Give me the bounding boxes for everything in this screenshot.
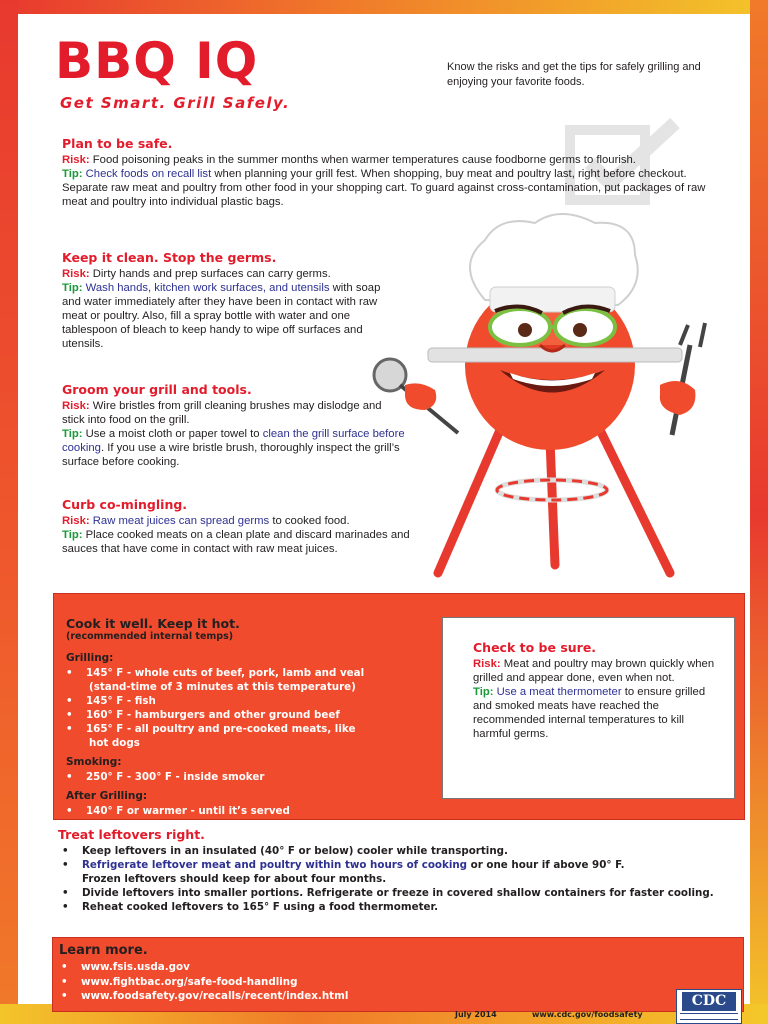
list-item: • Refrigerate leftover meat and poultry within two hours of cooking or one hour if above 90° F. Frozen leftovers should keep for about four months.	[58, 858, 738, 886]
tip-text: . If you use a wire bristle brush, thoroughly inspect the grill’s surface before cooking.	[62, 442, 400, 468]
learn-heading: Learn more.	[59, 943, 148, 958]
tip-label: Tip:	[62, 168, 83, 180]
footer-url[interactable]: www.cdc.gov/foodsafety	[532, 1010, 643, 1019]
recall-list-link[interactable]: Check foods on recall list	[85, 168, 212, 180]
wash-hands-link[interactable]: Wash hands, kitchen work surfaces, and utensils	[85, 282, 330, 294]
left-border	[0, 0, 18, 1024]
risk-label: Risk:	[62, 154, 90, 166]
section-heading: Plan to be safe.	[62, 136, 173, 151]
risk-text: to cooked food.	[272, 515, 350, 527]
section-heading: Check to be sure.	[473, 640, 597, 655]
learn-more-panel	[52, 937, 744, 1012]
risk-label: Risk:	[62, 268, 90, 280]
cdc-logo-text: CDC	[682, 992, 736, 1011]
tip-label: Tip:	[62, 428, 83, 440]
top-border	[0, 0, 768, 14]
check-panel	[442, 617, 735, 799]
tip-label: Tip:	[62, 282, 83, 294]
risk-label: Risk:	[473, 658, 501, 670]
risk-label: Risk:	[62, 400, 90, 412]
section-heading: Treat leftovers right.	[58, 827, 205, 842]
list-item: • 140° F or warmer - until it’s served	[66, 804, 364, 818]
temps-heading: Cook it well. Keep it hot.	[66, 616, 240, 631]
section-heading: Curb co-mingling.	[62, 497, 188, 512]
risk-text: Food poisoning peaks in the summer months when warmer temperatures cause foodborne germs to flourish.	[92, 154, 636, 166]
clean-grill-link[interactable]: clean the grill surface before cooking	[62, 428, 405, 454]
tip-label: Tip:	[62, 529, 83, 541]
risk-label: Risk:	[62, 515, 90, 527]
smoking-label: Smoking:	[66, 756, 122, 768]
list-item: • 160° F - hamburgers and other ground beef	[66, 708, 364, 722]
tip-label: Tip:	[473, 686, 494, 698]
risk-text: Dirty hands and prep surfaces can carry germs.	[92, 268, 331, 280]
list-item: • Keep leftovers in an insulated (40° F or below) cooler while transporting.	[58, 844, 738, 858]
section-heading: Keep it clean. Stop the germs.	[62, 250, 277, 265]
risk-text: Wire bristles from grill cleaning brushes may dislodge and stick into food on the grill.	[62, 400, 382, 426]
section-groom	[62, 382, 407, 469]
list-item: • Divide leftovers into smaller portions. Refrigerate or freeze in covered shallow containers for faster cooling.	[58, 886, 738, 900]
refrigerate-link[interactable]: Refrigerate leftover meat and poultry within two hours of cooking	[82, 859, 468, 871]
fightbac-link[interactable]: • www.fightbac.org/safe-food-handling	[59, 975, 348, 990]
cdc-logo	[676, 989, 742, 1024]
right-border	[750, 0, 768, 1024]
tip-text: Place cooked meats on a clean plate and discard marinades and sauces that have come in contact with raw meat juices.	[62, 529, 410, 555]
list-item: • 165° F - all poultry and pre-cooked meats, like hot dogs	[66, 722, 364, 750]
list-item: • 145° F - whole cuts of beef, pork, lamb and veal (stand-time of 3 minutes at this temperature)	[66, 666, 364, 694]
list-item: • 250° F - 300° F - inside smoker	[66, 770, 364, 784]
tip-text: with soap and water immediately after they have been in contact with raw meat or poultry. Also, fill a spray bottle with water and one tablespoon of bleach to keep handy to wipe off surfaces and utensils.	[62, 282, 381, 350]
list-item: • 145° F - fish	[66, 694, 364, 708]
raw-meat-juices-link[interactable]: Raw meat juices can spread germs	[92, 515, 270, 527]
section-clean	[62, 250, 402, 351]
tip-text: to ensure grilled and smoked meats have reached the recommended internal temperatures to kill harmful germs.	[473, 686, 706, 740]
section-heading: Groom your grill and tools.	[62, 382, 252, 397]
temps-subheading: (recommended internal temps)	[66, 631, 234, 642]
page-title: BBQ IQ	[55, 32, 259, 90]
foodsafety-link[interactable]: • www.foodsafety.gov/recalls/recent/index.html	[59, 989, 348, 1004]
section-leftovers	[58, 827, 738, 914]
page-subtitle: Get Smart. Grill Safely.	[60, 94, 291, 112]
tip-text: Use a moist cloth or paper towel to	[85, 428, 260, 440]
after-grilling-label: After Grilling:	[66, 790, 148, 802]
cook-temps-panel	[53, 593, 745, 820]
grilling-label: Grilling:	[66, 652, 114, 664]
footer-date: July 2014	[455, 1010, 497, 1019]
tip-text: when planning your grill fest. When shopping, buy meat and poultry last, right before checkout. Separate raw meat and poultry from other food in your shopping cart. To guard against cross-contamination, put packages of raw meat and poultry into individual plastic bags.	[62, 168, 706, 208]
fsis-link[interactable]: • www.fsis.usda.gov	[59, 960, 348, 975]
intro-text: Know the risks and get the tips for safely grilling and enjoying your favorite foods.	[447, 61, 701, 88]
list-item: • Reheat cooked leftovers to 165° F using a food thermometer.	[58, 900, 738, 914]
meat-thermometer-link[interactable]: Use a meat thermometer	[496, 686, 622, 698]
risk-text: Meat and poultry may brown quickly when grilled and appear done, even when not.	[473, 658, 715, 684]
section-plan	[62, 136, 722, 209]
grill-chef-illustration	[360, 205, 740, 585]
